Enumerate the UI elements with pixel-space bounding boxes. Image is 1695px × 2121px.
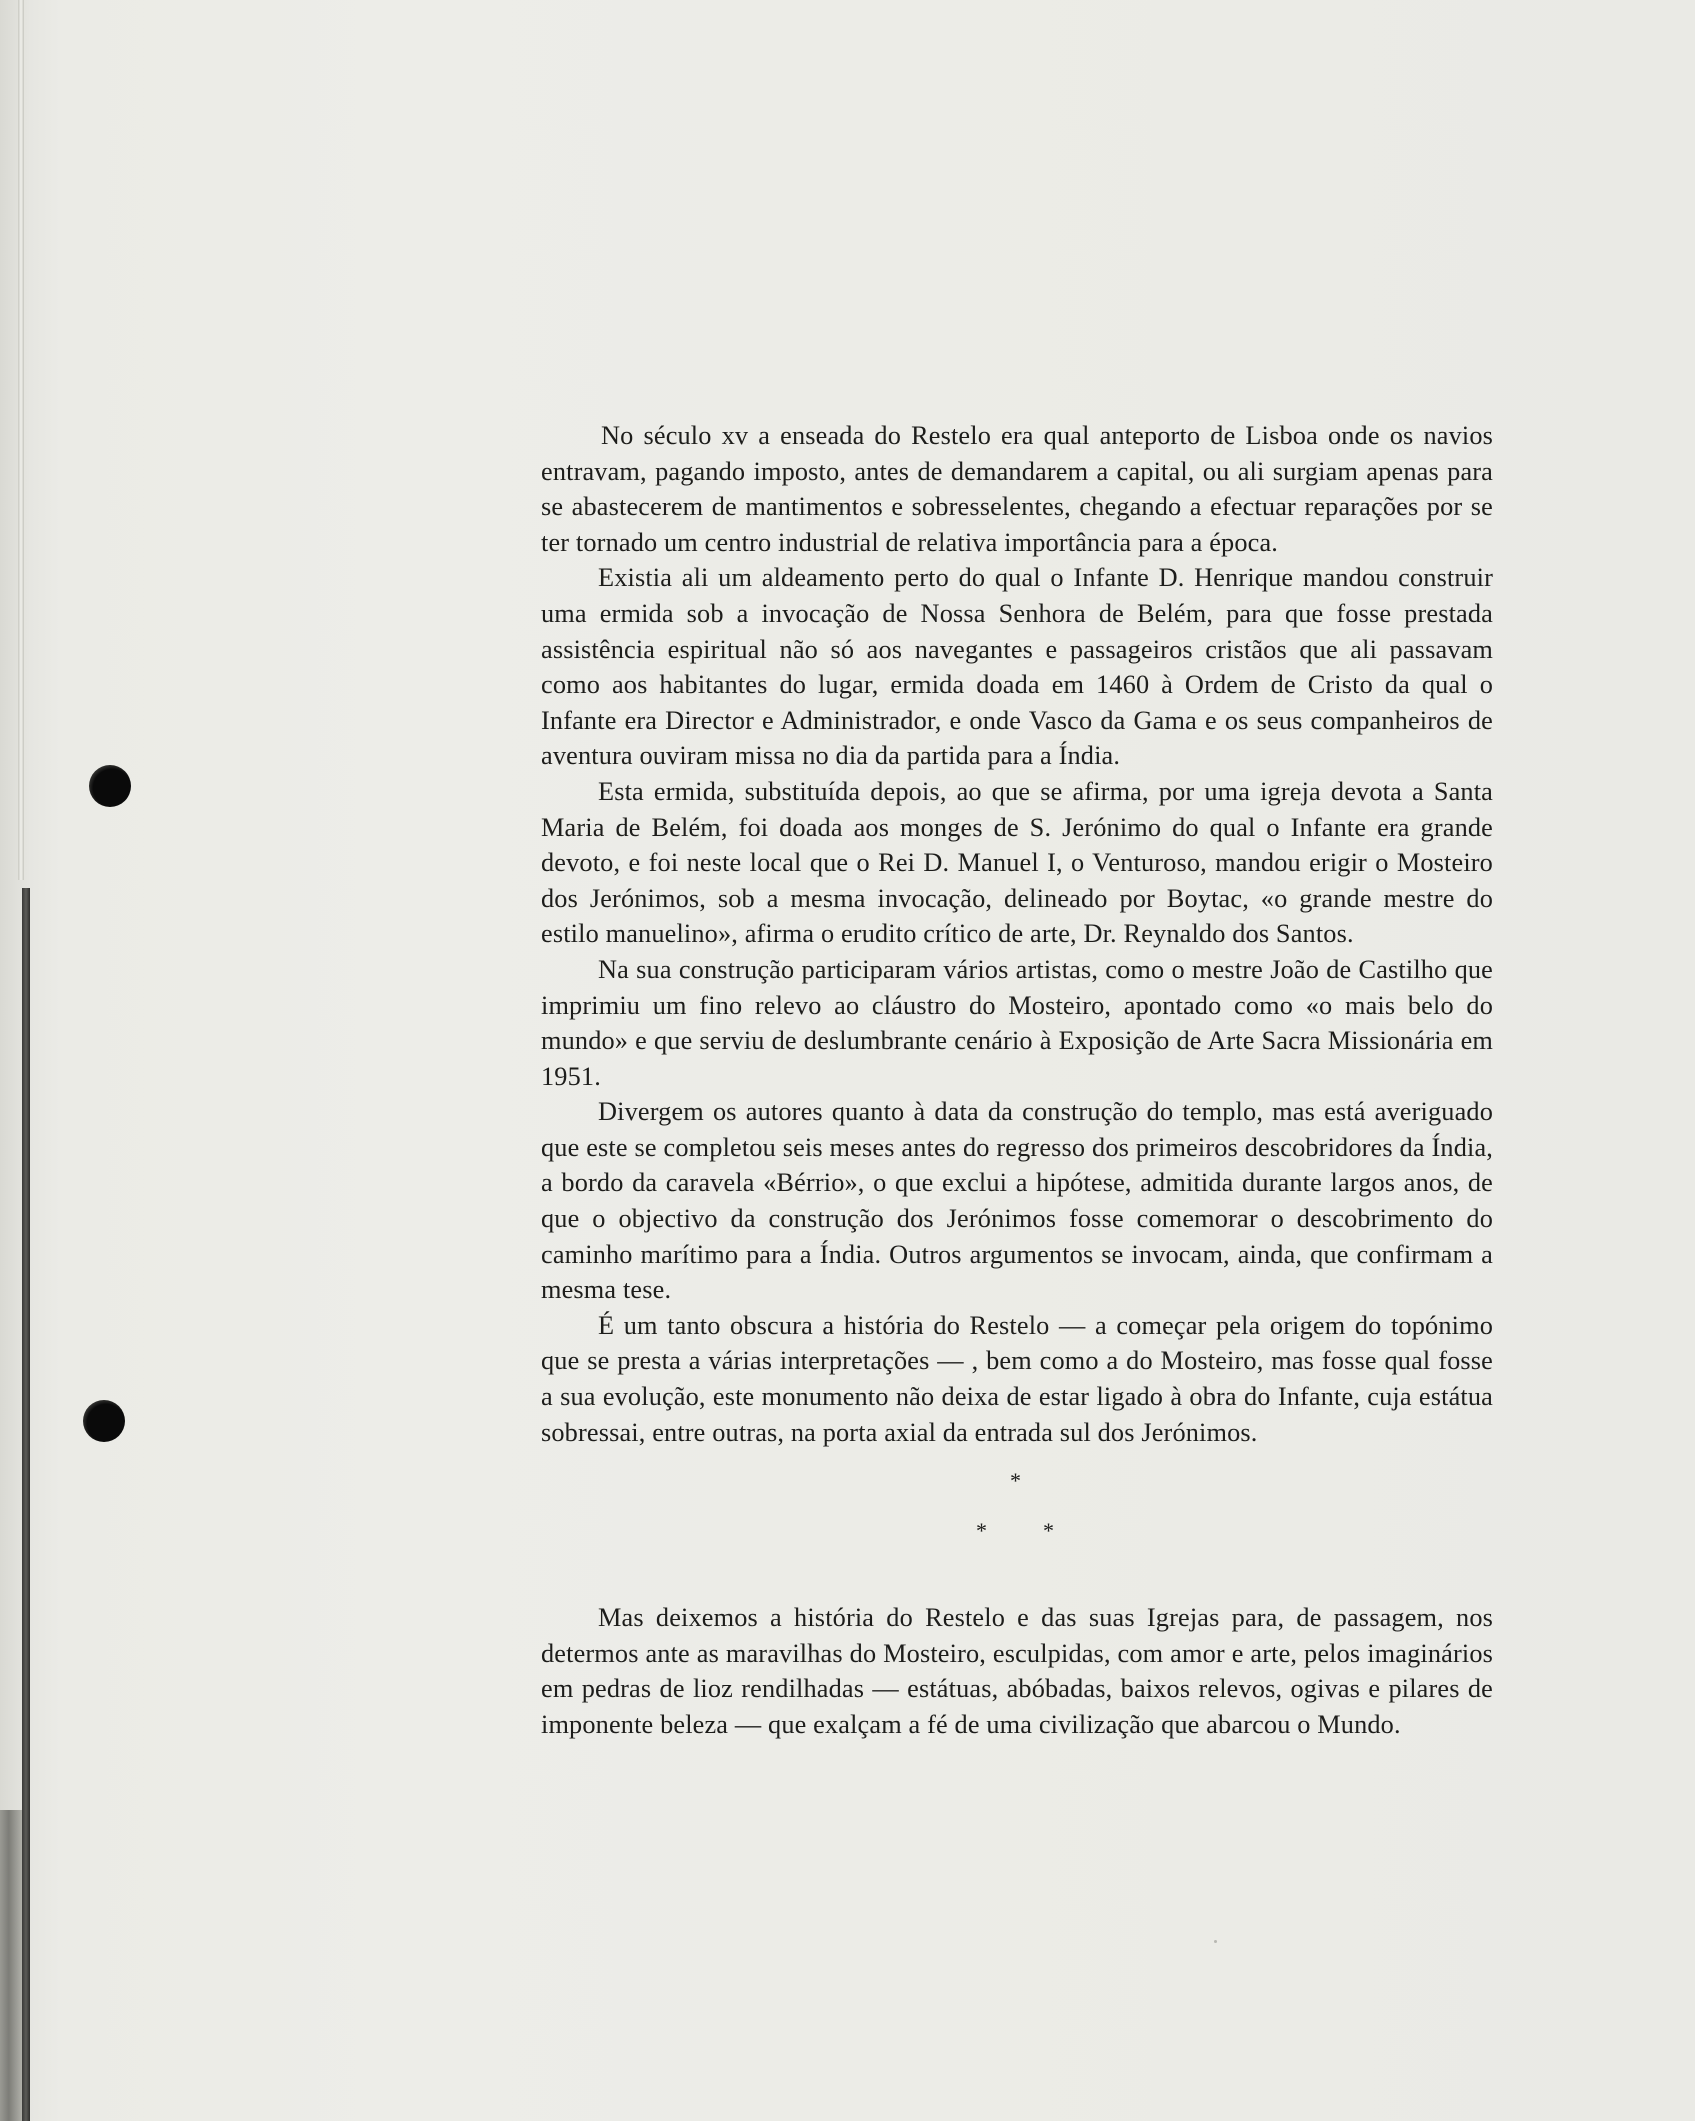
asterisk-bottom-left: * [976, 1518, 988, 1544]
paragraph-final: Mas deixemos a história do Restelo e das suas Igrejas para, de passagem, nos determos ante as maravilhas do Mosteiro, esculpidas, com amor e arte, pelos imaginários em pedras de lioz rendilhadas — estátuas, abóbadas, baixos relevos, ogivas e pilares de imponente beleza — que exalçam a fé de uma civilização que abarcou o Mundo. [541, 1603, 1493, 1739]
paragraph: Divergem os autores quanto à data da construção do templo, mas está averiguado que este se completou seis meses antes do regresso dos primeiros descobridores da Índia, a bordo da caravela «Bérrio», o que exclui a hipótese, admitida durante largos anos, de que o objectivo da construção dos Jerónimos fosse comemorar o descobrimento do caminho marítimo para a Índia. Outros argumentos se invocam, ainda, que confirmam a mesma tese. [541, 1097, 1493, 1305]
binding-spine [0, 0, 30, 2121]
section-separator [541, 1450, 1493, 1600]
asterisk-bottom-right: * [1043, 1518, 1055, 1544]
paragraph: É um tanto obscura a história do Restelo — a começar pela origem do topónimo que se presta a várias interpretações — , bem como a do Mosteiro, mas fosse qual fosse a sua evolução, este monumento não deixa de estar ligado à obra do Infante, cuja estátua sobressai, entre outras, na porta axial da entrada sul dos Jerónimos. [541, 1310, 1493, 1447]
paragraph: Existia ali um aldeamento perto do qual o Infante D. Henrique mandou construir uma ermida sob a invocação de Nossa Senhora de Belém, para que fosse prestada assistência espiritual não só aos navegantes e passageiros cristãos que ali passavam como aos habitantes do lugar, ermida doada em 1460 à Ordem de Cristo da qual o Infante era Director e Administrador, e onde Vasco da Gama e os seus companheiros de aventura ouviram missa no dia da partida para a Índia. [541, 563, 1493, 771]
spine-fold-upper [18, 0, 24, 880]
punch-hole-lower [83, 1400, 125, 1442]
paragraph: No século xv a enseada do Restelo era qual anteporto de Lisboa onde os navios entravam, pagando imposto, antes de demandarem a capital, ou ali surgiam apenas para se abastecerem de mantimentos e sobresselentes, chegando a efectuar reparações por se ter tornado um centro industrial de relativa importância para a época. [541, 421, 1493, 557]
asterisk-top: * [1010, 1468, 1022, 1494]
spine-edge-shadow [0, 1810, 22, 2121]
spine-fold-lower [22, 888, 30, 2121]
punch-hole-upper [89, 765, 131, 807]
paragraph: Esta ermida, substituída depois, ao que se afirma, por uma igreja devota a Santa Maria de Belém, foi doada aos monges de S. Jerónimo do qual o Infante era grande devoto, e foi neste local que o Rei D. Manuel I, o Venturoso, mandou erigir o Mosteiro dos Jerónimos, sob a mesma invocação, delineado por Boytac, «o grande mestre do estilo manuelino», afirma o erudito crítico de arte, Dr. Reynaldo dos Santos. [541, 776, 1493, 949]
body-text [541, 418, 1493, 1743]
paragraph: Na sua construção participaram vários artistas, como o mestre João de Castilho que imprimiu um fino relevo ao cláustro do Mosteiro, apontado como «o mais belo do mundo» e que serviu de deslumbrante cenário à Exposição de Arte Sacra Missionária em 1951. [541, 954, 1493, 1091]
paper-speck [1214, 1940, 1217, 1943]
